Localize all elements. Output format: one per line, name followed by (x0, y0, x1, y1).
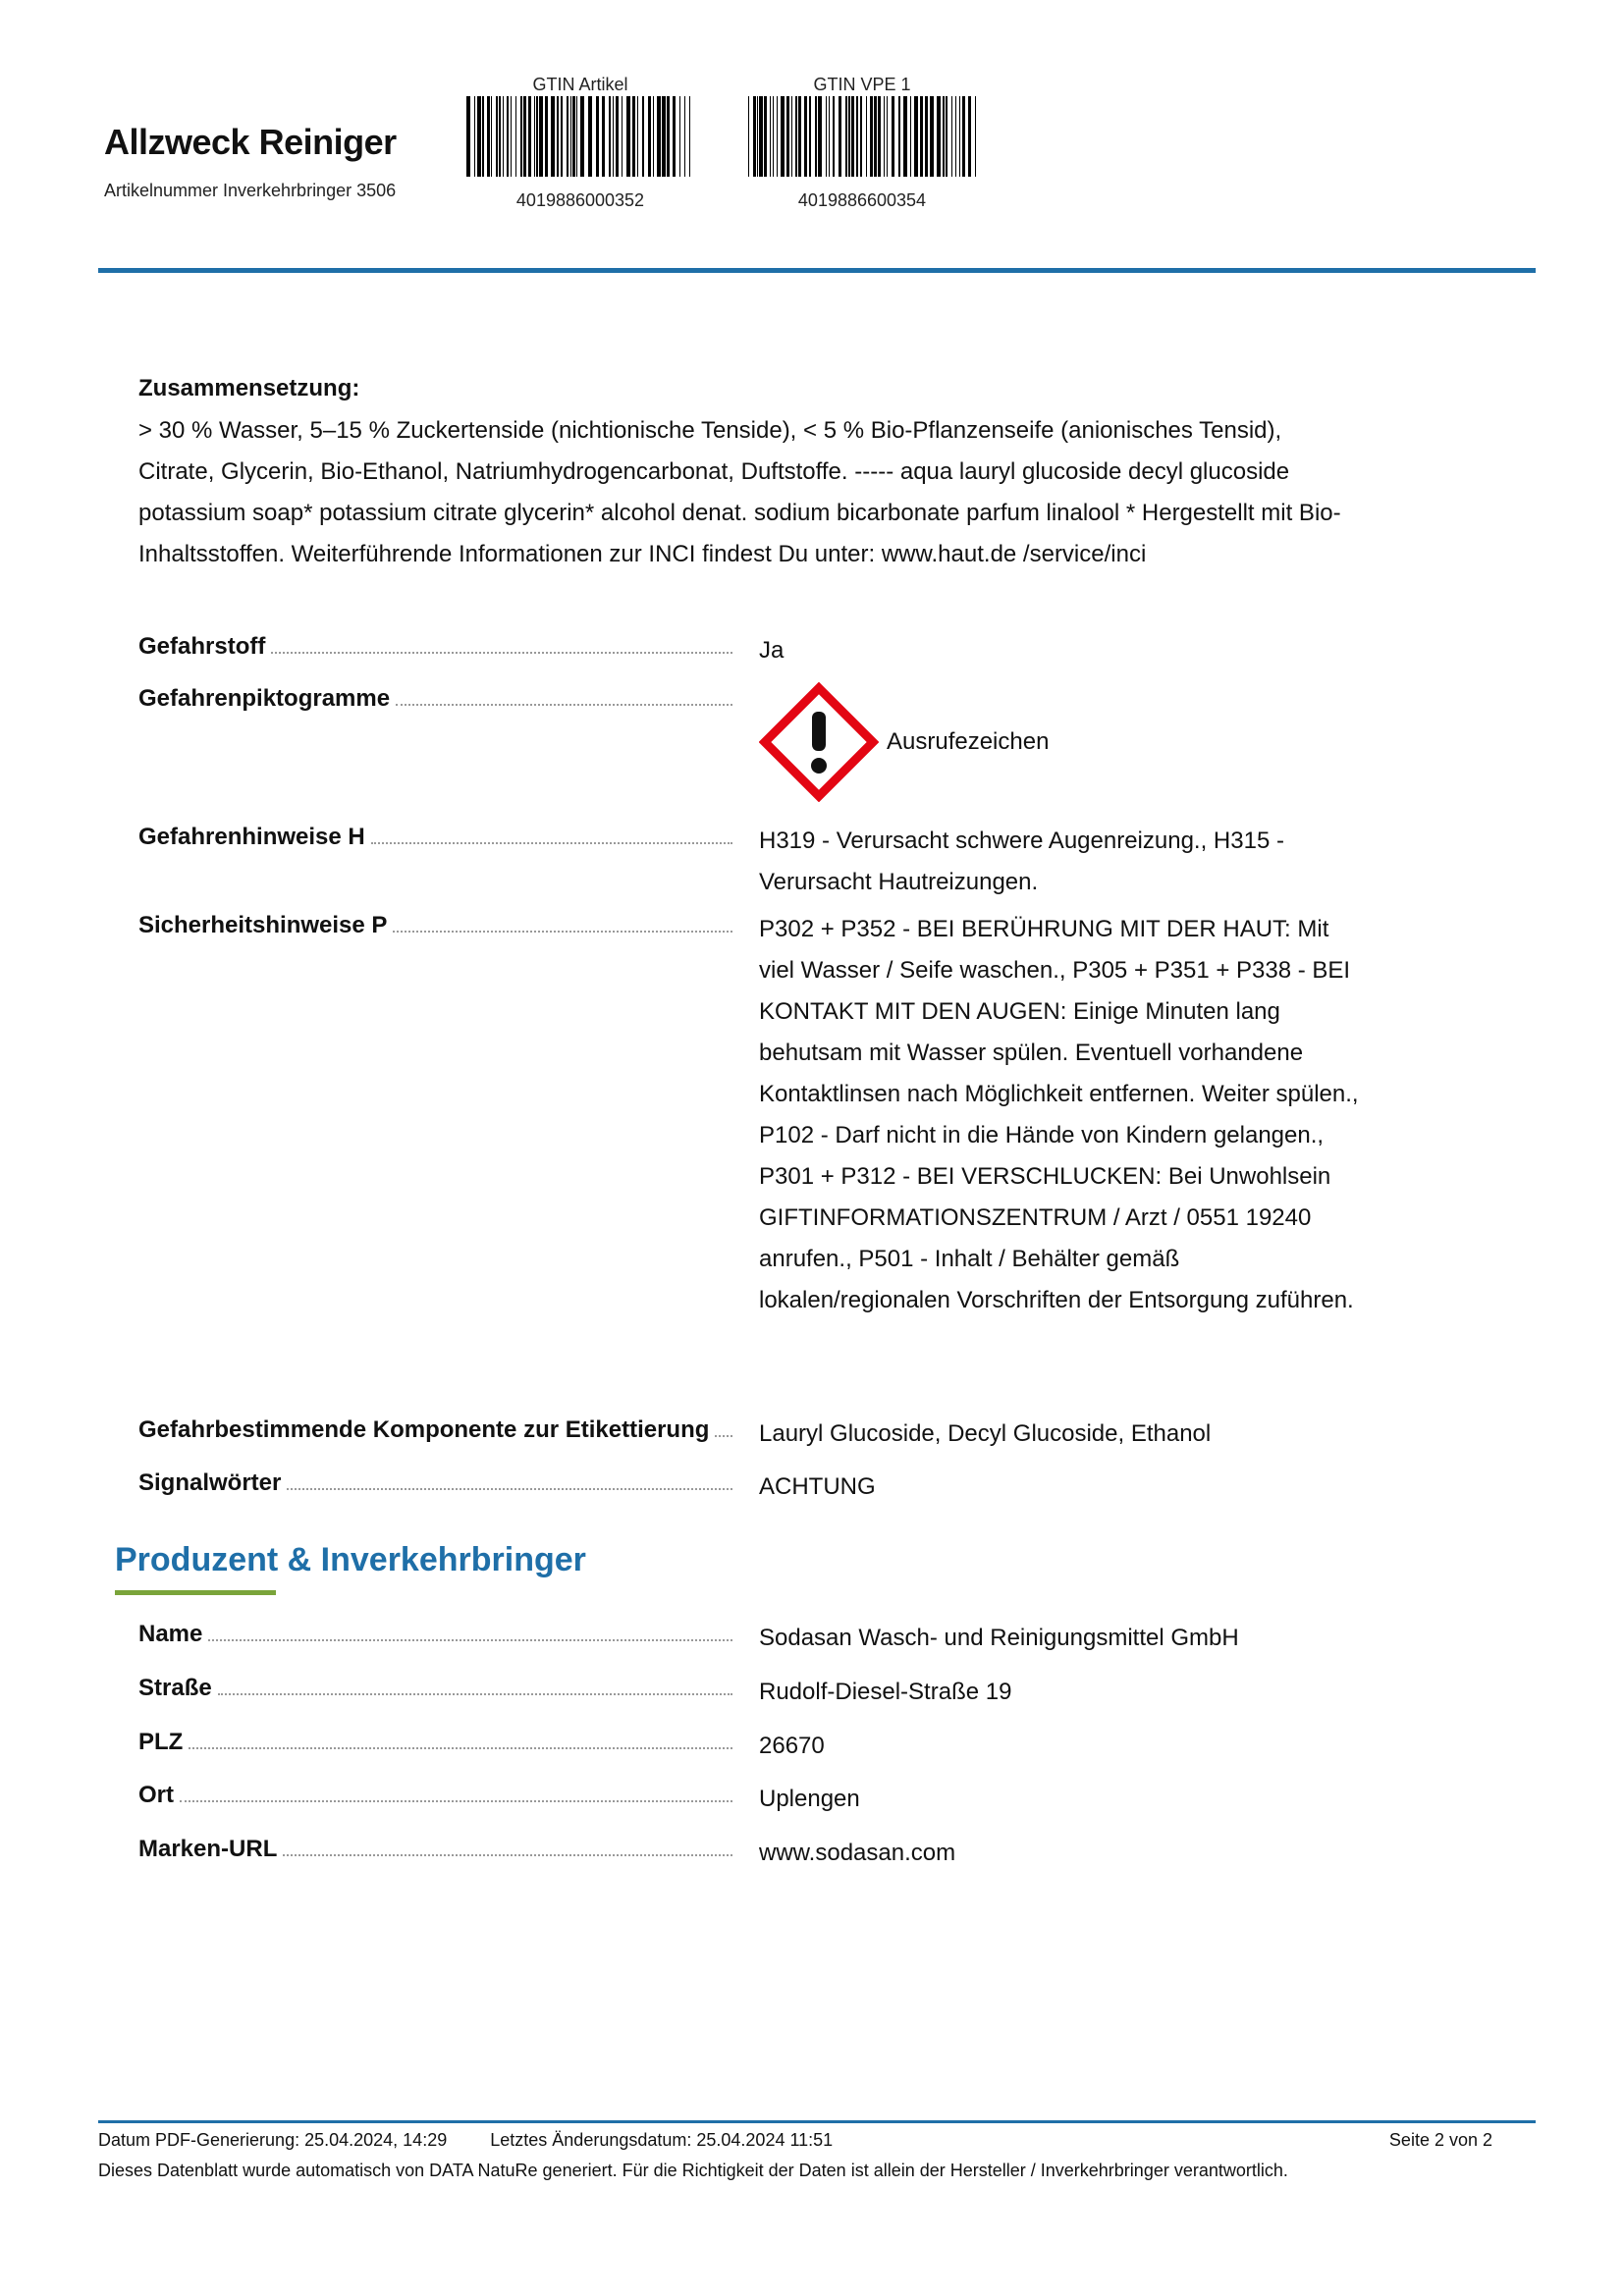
gtin-vpe-block (744, 73, 980, 211)
row-value: Ja (759, 637, 785, 664)
hazard-pictogram (759, 682, 1049, 802)
footer-page-number: Seite 2 von 2 (1388, 2130, 1492, 2150)
row-value: 26670 (759, 1733, 825, 1759)
gtin-vpe-barcode (746, 96, 978, 177)
gtin-article-number: 4019886000352 (515, 190, 645, 210)
row-value: H319 - Verursacht schwere Augenreizung., H315 - Verursacht Hautreizungen. (759, 828, 1284, 895)
row-value: ACHTUNG (759, 1473, 876, 1500)
gtin-article-label: GTIN Artikel (532, 75, 628, 94)
pictogram-name: Ausrufezeichen (887, 728, 1050, 755)
gtin-vpe-number: 4019886600354 (797, 190, 927, 210)
row-label: Name (138, 1618, 732, 1650)
row-label: Gefahrbestimmende Komponente zur Etikettierung (138, 1414, 732, 1446)
row-value: Sodasan Wasch- und Reinigungsmittel GmbH (759, 1625, 1239, 1651)
article-number: Artikelnummer Inverkehrbringer 3506 (104, 181, 397, 200)
header-divider (98, 268, 1536, 273)
row-label: Gefahrenpiktogramme (138, 682, 732, 715)
row-label: Ort (138, 1779, 732, 1811)
row-value: Uplengen (759, 1786, 860, 1812)
footer-disclaimer: Dieses Datenblatt wurde automatisch von DATA NatuRe generiert. Für die Richtigkeit der Daten ist allein der Hersteller / Inverkehrbringer verantwortlich. (98, 2161, 1288, 2180)
footer-generation-date: Datum PDF-Generierung: 25.04.2024, 14:29 (98, 2130, 448, 2150)
gtin-article-barcode (464, 96, 696, 177)
document-title: Allzweck Reiniger (104, 122, 397, 162)
row-label: Marken-URL (138, 1833, 732, 1865)
footer-change-date: Letztes Änderungsdatum: 25.04.2024 11:51 (490, 2130, 834, 2150)
footer-line (98, 2130, 1492, 2151)
exclamation-mark-hazard-icon (759, 682, 879, 802)
row-label: Signalwörter (138, 1467, 732, 1499)
composition-heading: Zusammensetzung: (138, 375, 360, 401)
row-value: Rudolf-Diesel-Straße 19 (759, 1679, 1012, 1705)
row-value: P302 + P352 - BEI BERÜHRUNG MIT DER HAUT: Mit viel Wasser / Seife waschen., P305 + P351 + P338 - BEI KONTAKT MIT DEN AUGEN: Einige Minuten lang behutsam mit Wasser spülen. Eventuell vorhandene Kontaktlinsen nach Möglichkeit entfernen. Weiter spülen., P102 - Darf nicht in die Hände von Kindern gelangen., P301 + P312 - BEI VERSCHLUCKEN: Bei Unwohlsein GIFTINFORMATIONSZENTRUM / Arzt / 0551 19240 anrufen., P501 - Inhalt / Behälter gemäß lokalen/regionalen Vorschriften der Entsorgung zuführen. (759, 916, 1359, 1313)
row-label: Straße (138, 1672, 732, 1704)
section-underline (115, 1590, 276, 1595)
row-label: Gefahrstoff (138, 630, 732, 663)
row-label: Sicherheitshinweise P (138, 909, 732, 941)
row-value: Lauryl Glucoside, Decyl Glucoside, Ethanol (759, 1420, 1212, 1447)
gtin-vpe-label: GTIN VPE 1 (813, 75, 911, 94)
row-label: PLZ (138, 1726, 732, 1758)
footer-divider (98, 2120, 1536, 2123)
gtin-article-block (462, 73, 698, 211)
section-title-producer: Produzent & Inverkehrbringer (115, 1541, 586, 1578)
row-label: Gefahrenhinweise H (138, 821, 732, 853)
brand-url-link[interactable]: www.sodasan.com (759, 1840, 956, 1866)
composition-text: > 30 % Wasser, 5–15 % Zuckertenside (nichtionische Tenside), < 5 % Bio-Pflanzenseife (anionisches Tensid), Citrate, Glycerin, Bio-Ethanol, Natriumhydrogencarbonat, Duftstoffe. ----- aqua lauryl glucoside decyl glucoside potassium soap* potassium citrate glycerin* alcohol denat. sodium bicarbonate parfum linalool * Hergestellt mit Bio-Inhaltsstoffen. Weiterführende Informationen zur INCI findest Du unter: www.haut.de /service/inci (138, 417, 1341, 567)
